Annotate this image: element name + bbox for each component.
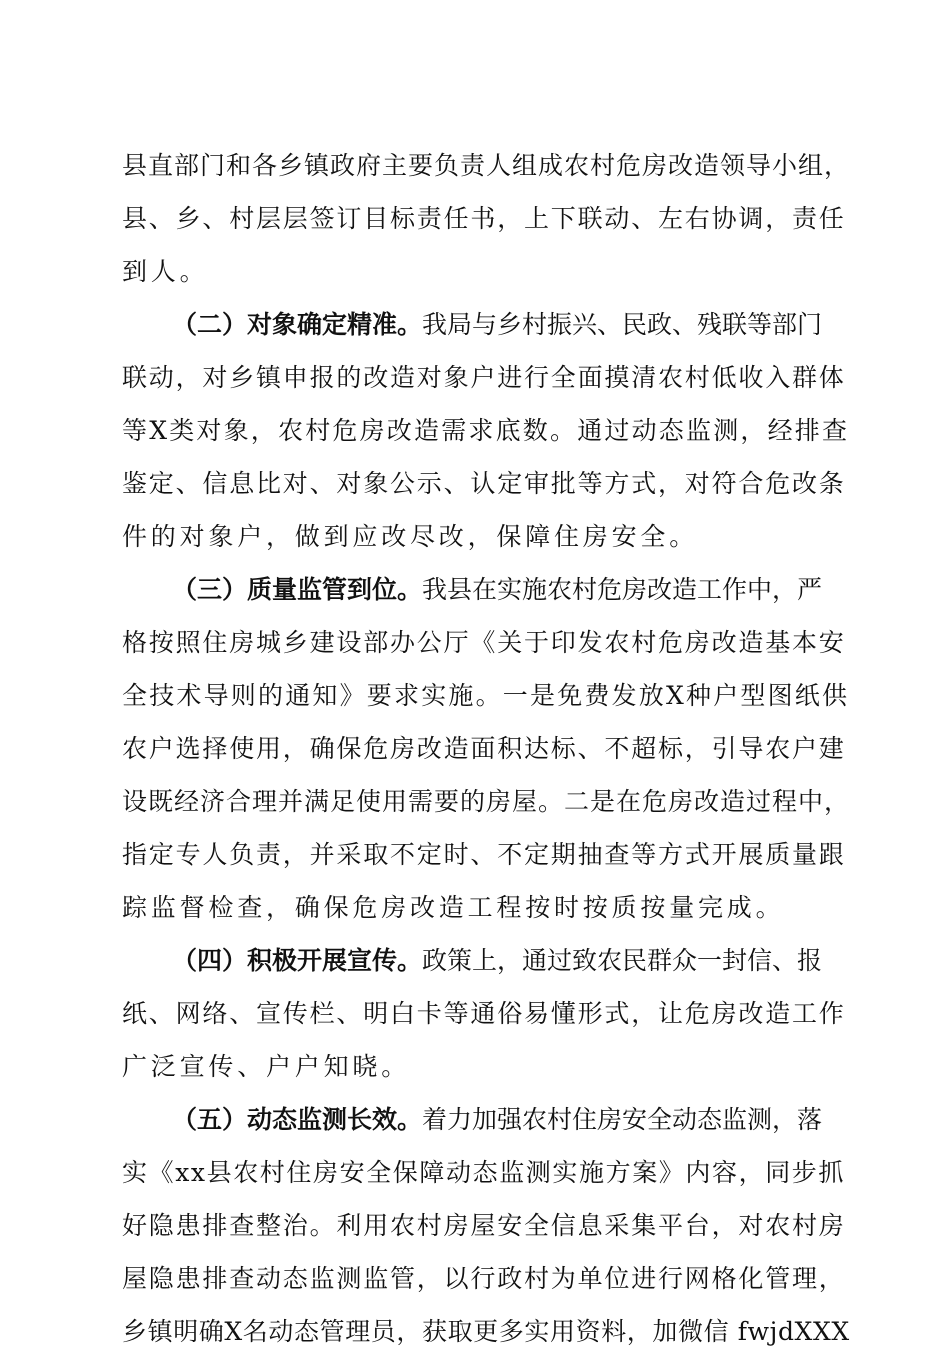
para3-heading: （三）质量监管到位。 — [172, 575, 423, 604]
para5-first-line — [172, 1092, 892, 1148]
para3-line-2: 格按照住房城乡建设部办公厅《关于印发农村危房改造基本安 — [122, 628, 846, 657]
para1-line-2: 县、乡、村层层签订目标责任书，上下联动、左右协调，责任 — [122, 204, 846, 233]
para2-line-1: 我局与乡村振兴、民政、残联等部门 — [422, 310, 823, 339]
para3-line-7: 踪监督检查，确保危房改造工程按时按质按量完成。 — [122, 893, 785, 922]
para3-line-4: 农户选择使用，确保危房改造面积达标、不超标，引导农户建 — [122, 734, 846, 763]
para2-line-5: 件的对象户，做到应改尽改，保障住房安全。 — [122, 522, 699, 551]
para2-line-2: 联动，对乡镇申报的改造对象户进行全面摸清农村低收入群体 — [122, 363, 846, 392]
para4-line-3: 广泛宣传、户户知晓。 — [122, 1052, 411, 1081]
para3-line-1: 我县在实施农村危房改造工作中，严 — [422, 575, 823, 604]
para2-heading: （二）对象确定精准。 — [172, 310, 423, 339]
para3-line-6: 指定专人负责，并采取不定时、不定期抽查等方式开展质量跟 — [122, 840, 846, 869]
para5-line-2: 实《xx县农村住房安全保障动态监测实施方案》内容，同步抓 — [122, 1158, 846, 1187]
para5-line-1: 着力加强农村住房安全动态监测，落 — [422, 1105, 823, 1134]
para2-line-3: 等X类对象，农村危房改造需求底数。通过动态监测，经排查 — [122, 416, 850, 445]
para5-line-5: 乡镇明确X名动态管理员，获取更多实用资料，加微信 fwjdXXX — [122, 1317, 850, 1346]
para4-first-line — [172, 933, 892, 989]
para3-first-line — [172, 562, 892, 618]
para1-line-1: 县直部门和各乡镇政府主要负责人组成农村危房改造领导小组， — [122, 151, 851, 180]
para5-line-3: 好隐患排查整治。利用农村房屋安全信息采集平台，对农村房 — [122, 1211, 846, 1240]
para2-line-4: 鉴定、信息比对、对象公示、认定审批等方式，对符合危改条 — [122, 469, 846, 498]
para1-line-3: 到人。 — [122, 257, 209, 286]
para4-line-1: 政策上，通过致农民群众一封信、报 — [422, 946, 823, 975]
para4-heading: （四）积极开展宣传。 — [172, 946, 423, 975]
para2-first-line — [172, 297, 892, 353]
para3-line-3: 全技术导则的通知》要求实施。一是免费发放X种户型图纸供 — [122, 681, 850, 710]
para4-line-2: 纸、网络、宣传栏、明白卡等通俗易懂形式，让危房改造工作 — [122, 999, 846, 1028]
para5-heading: （五）动态监测长效。 — [172, 1105, 423, 1134]
para3-line-5: 设既经济合理并满足使用需要的房屋。二是在危房改造过程中， — [122, 787, 851, 816]
para5-line-4: 屋隐患排查动态监测监管，以行政村为单位进行网格化管理， — [122, 1264, 846, 1293]
